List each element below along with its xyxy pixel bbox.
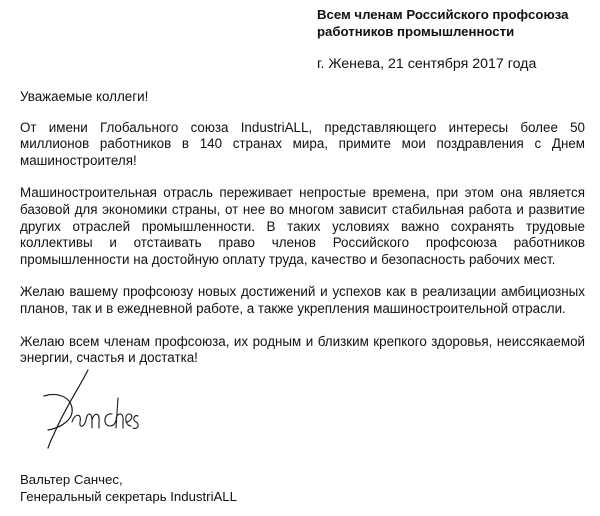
paragraph-4: Желаю всем членам профсоюза, их родным и близким крепкого здоровья, неиссякаемой энергии, счастья и достатка! [20, 333, 585, 366]
greeting: Уважаемые коллеги! [20, 89, 149, 104]
place-and-date: г. Женева, 21 сентября 2017 года [317, 56, 537, 72]
handwritten-signature [30, 362, 140, 452]
signer-title: Генеральный секретарь IndustriALL [20, 489, 237, 504]
paragraph-3: Желаю вашему профсоюзу новых достижений и успехов как в реализации амбициозных планов, так и в ежедневной работе, а также укрепления машиностроительной отрасли. [20, 284, 585, 316]
addressee-line-1: Всем членам Российского профсоюза [317, 7, 569, 22]
signer-block [20, 471, 237, 505]
letter-body [20, 89, 585, 383]
addressee-block [317, 6, 568, 40]
signer-name: Вальтер Санчес, [20, 472, 123, 487]
addressee-line-2: работников промышленности [317, 24, 515, 39]
paragraph-1: От имени Глобального союза IndustriALL, представляющего интересы более 50 миллионов работников в 140 странах мира, примите мои поздравления с Днем машиностроителя! [20, 119, 585, 168]
paragraph-2: Машиностроительная отрасль переживает непростые времена, при этом она является базовой для экономики страны, от нее во многом зависит стабильная работа и развитие других отраслей промышленности. В таких условиях важно сохранять трудовые коллективы и отстаивать право членов Российского профсоюза работников промышленности на достойную оплату труда, качество и безопасность рабочих мест. [20, 185, 585, 267]
